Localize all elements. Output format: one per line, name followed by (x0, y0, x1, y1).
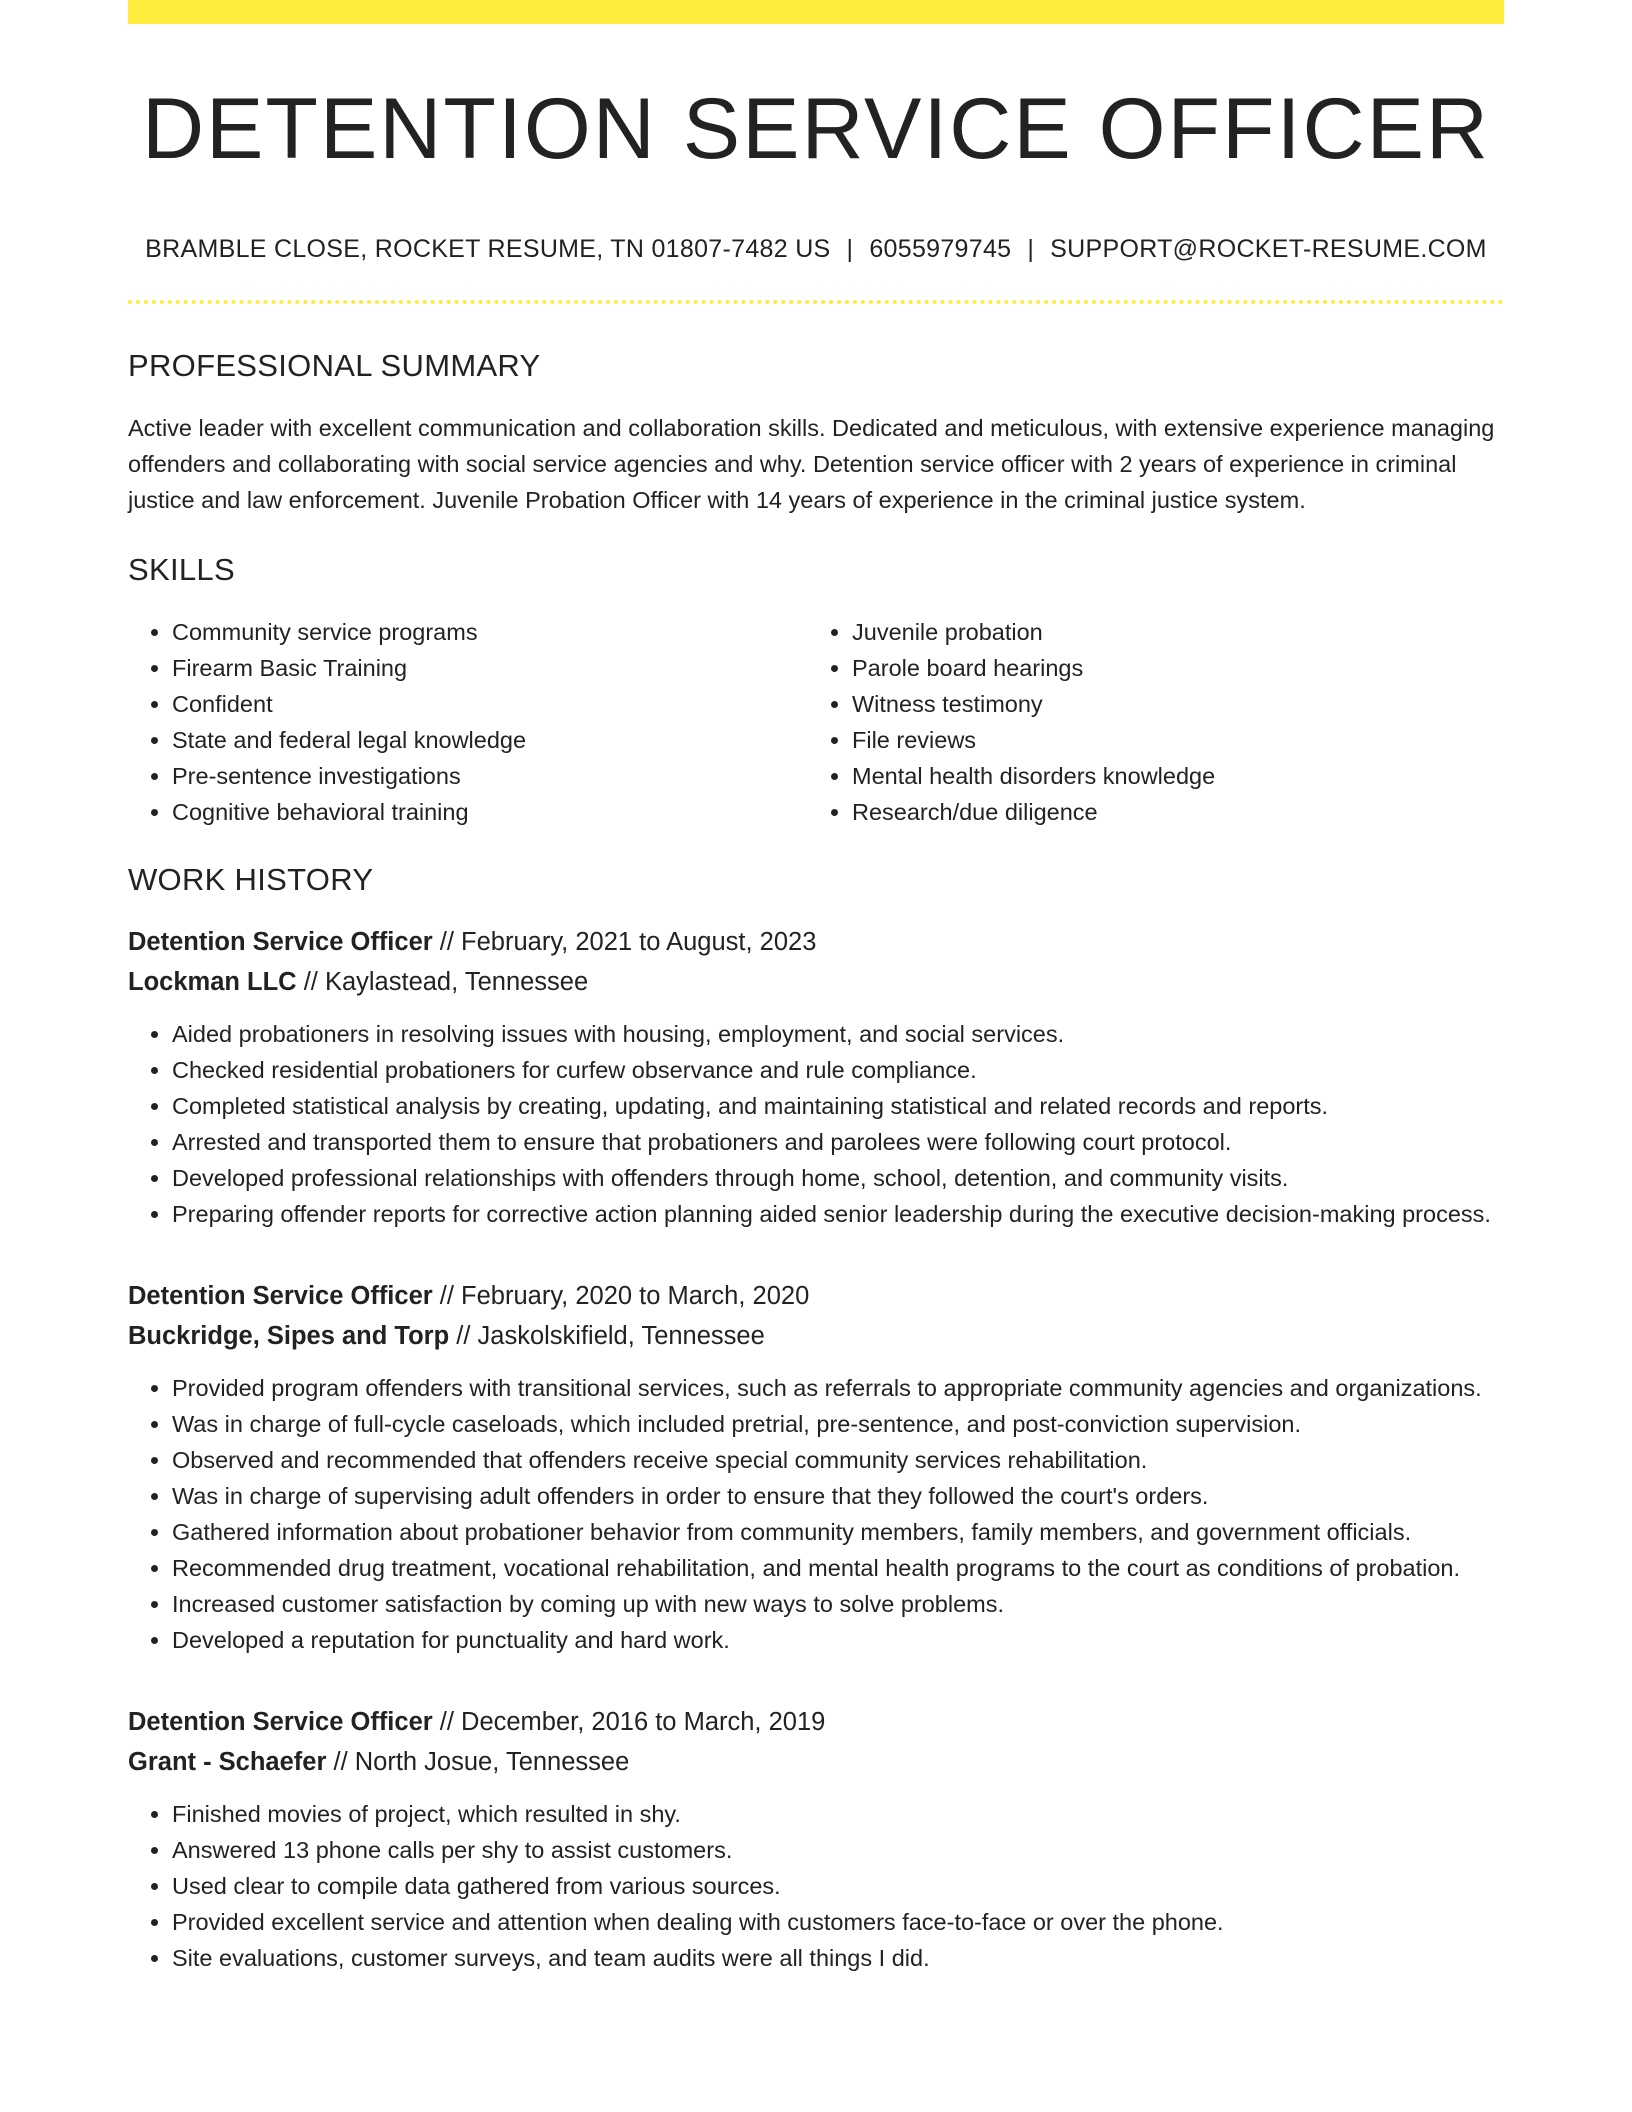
job-bullet: • Was in charge of full-cycle caseloads, which included pretrial, pre-sentence, and post-conviction supervision. (172, 1406, 1504, 1442)
job-entry (128, 1702, 1504, 1976)
contact-phone: 6055979745 (869, 234, 1012, 263)
skills-grid (128, 614, 1504, 830)
job-company: Buckridge, Sipes and Torp (128, 1321, 450, 1350)
job-bullet: • Observed and recommended that offenders receive special community services rehabilitation. (172, 1442, 1504, 1478)
job-company: Grant - Schaefer (128, 1747, 327, 1776)
job-entry (128, 922, 1504, 1232)
skill-item: • State and federal legal knowledge (172, 722, 808, 758)
job-bullet: • Answered 13 phone calls per shy to assist customers. (172, 1832, 1504, 1868)
job-company-line (128, 1742, 1504, 1782)
job-bullet: • Completed statistical analysis by creating, updating, and maintaining statistical and related records and reports. (172, 1088, 1504, 1124)
job-dates: // February, 2021 to August, 2023 (432, 927, 817, 956)
job-company-line (128, 962, 1504, 1002)
resume-title: DETENTION SERVICE OFFICER (141, 81, 1491, 177)
job-bullet: • Gathered information about probationer behavior from community members, family members, and government officials. (172, 1514, 1504, 1550)
skill-item: • Witness testimony (852, 686, 1488, 722)
skill-item: • Confident (172, 686, 808, 722)
job-dates: // February, 2020 to March, 2020 (432, 1281, 810, 1310)
job-location: // North Josue, Tennessee (326, 1747, 630, 1776)
summary-text: Active leader with excellent communication and collaboration skills. Dedicated and meticulous, with extensive experience managing offenders and collaborating with social service agencies and why. Detention service officer with 2 years of experience in criminal justice and law enforcement. Juvenile Probation Officer with 14 years of experience in the criminal justice system. (128, 414, 1495, 513)
job-bullet: • Recommended drug treatment, vocational rehabilitation, and mental health programs to the court as conditions of probation. (172, 1550, 1504, 1586)
job-location: // Kaylastead, Tennessee (296, 967, 589, 996)
job-role-line (128, 922, 1504, 962)
job-bullet: • Checked residential probationers for curfew observance and rule compliance. (172, 1052, 1504, 1088)
job-company-line (128, 1316, 1504, 1356)
skills-list-left (128, 614, 808, 830)
job-role-line (128, 1702, 1504, 1742)
job-bullet: • Increased customer satisfaction by coming up with new ways to solve problems. (172, 1586, 1504, 1622)
job-bullets (128, 1796, 1504, 1976)
top-accent-bar (128, 0, 1504, 24)
skill-item: • Mental health disorders knowledge (852, 758, 1488, 794)
contact-separator: | (846, 234, 854, 263)
contact-separator: | (1027, 234, 1035, 263)
job-bullets (128, 1016, 1504, 1232)
job-bullet: • Aided probationers in resolving issues with housing, employment, and social services. (172, 1016, 1504, 1052)
job-bullet: • Arrested and transported them to ensure that probationers and parolees were following court protocol. (172, 1124, 1504, 1160)
skill-item: • Pre-sentence investigations (172, 758, 808, 794)
contact-email: SUPPORT@ROCKET-RESUME.COM (1050, 234, 1487, 263)
job-bullet: • Finished movies of project, which resulted in shy. (172, 1796, 1504, 1832)
job-entry (128, 1276, 1504, 1658)
skill-item: • File reviews (852, 722, 1488, 758)
job-location: // Jaskolskifield, Tennessee (449, 1321, 765, 1350)
job-role: Detention Service Officer (128, 1281, 433, 1310)
skill-item: • Community service programs (172, 614, 808, 650)
job-company: Lockman LLC (128, 967, 297, 996)
job-bullet: • Used clear to compile data gathered from various sources. (172, 1868, 1504, 1904)
skill-item: • Firearm Basic Training (172, 650, 808, 686)
skill-item: • Parole board hearings (852, 650, 1488, 686)
job-bullet: • Site evaluations, customer surveys, and team audits were all things I did. (172, 1940, 1504, 1976)
skills-heading: SKILLS (128, 551, 235, 587)
work-history-heading: WORK HISTORY (128, 861, 374, 897)
skills-list-right (808, 614, 1488, 830)
job-role: Detention Service Officer (128, 1707, 433, 1736)
job-bullet: • Preparing offender reports for corrective action planning aided senior leadership during the executive decision-making process. (172, 1196, 1504, 1232)
contact-address: BRAMBLE CLOSE, ROCKET RESUME, TN 01807-7482 US (145, 234, 831, 263)
resume-page (128, 0, 1504, 1976)
job-bullet: • Developed professional relationships with offenders through home, school, detention, and community visits. (172, 1160, 1504, 1196)
job-bullets (128, 1370, 1504, 1658)
contact-line (128, 235, 1504, 264)
job-role: Detention Service Officer (128, 927, 433, 956)
job-role-line (128, 1276, 1504, 1316)
job-bullet: • Developed a reputation for punctuality and hard work. (172, 1622, 1504, 1658)
job-dates: // December, 2016 to March, 2019 (432, 1707, 826, 1736)
work-history (128, 922, 1504, 1976)
summary-heading: PROFESSIONAL SUMMARY (128, 347, 541, 383)
skill-item: • Research/due diligence (852, 794, 1488, 830)
skill-item: • Cognitive behavioral training (172, 794, 808, 830)
job-bullet: • Was in charge of supervising adult offenders in order to ensure that they followed the court's orders. (172, 1478, 1504, 1514)
skill-item: • Juvenile probation (852, 614, 1488, 650)
dotted-divider (128, 300, 1504, 304)
job-bullet: • Provided excellent service and attention when dealing with customers face-to-face or over the phone. (172, 1904, 1504, 1940)
job-bullet: • Provided program offenders with transitional services, such as referrals to appropriate community agencies and organizations. (172, 1370, 1504, 1406)
